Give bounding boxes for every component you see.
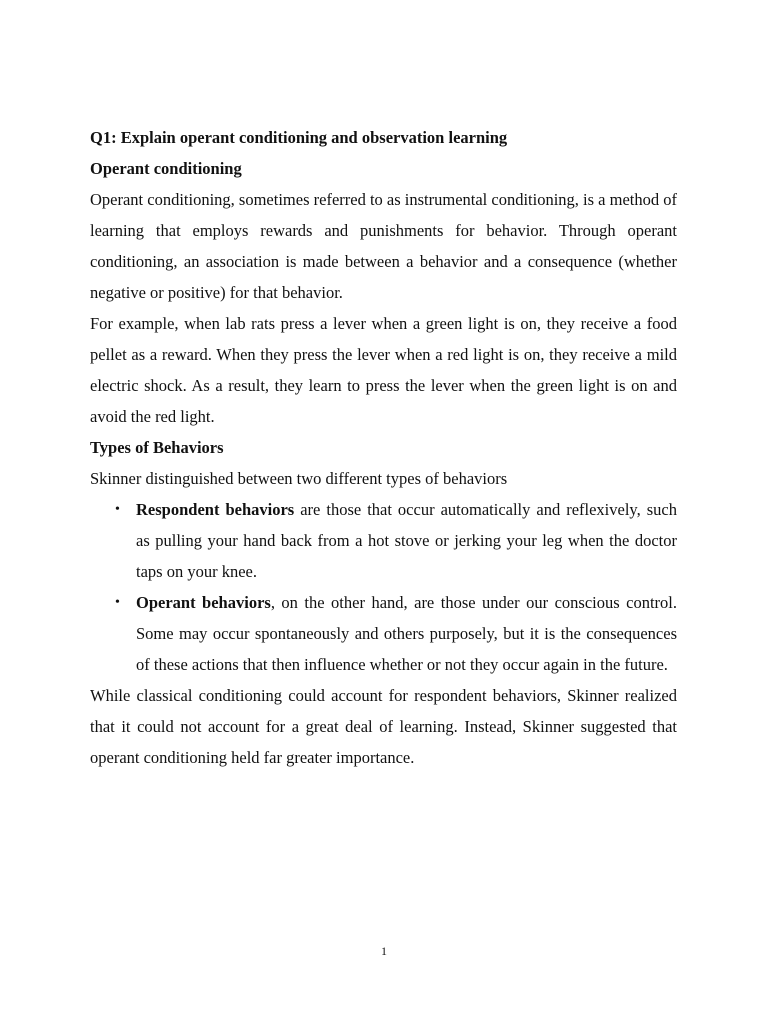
list-item-operant-behaviors <box>115 587 677 680</box>
description-respondent-behaviors: are those that occur automatically and reflexively, such as pulling your hand back from a hot stove or jerking your leg when the doctor taps on your knee. <box>136 500 677 581</box>
section-heading-operant-conditioning: Operant conditioning <box>90 159 242 178</box>
list-item-respondent-behaviors <box>115 494 677 587</box>
paragraph-conclusion: While classical conditioning could account for respondent behaviors, Skinner realized that it could not account for a great deal of learning. Instead, Skinner suggested that operant conditioning held far greater importance. <box>90 686 677 767</box>
page-number: 1 <box>381 944 387 958</box>
paragraph-definition: Operant conditioning, sometimes referred to as instrumental conditioning, is a method of learning that employs rewards and punishments for behavior. Through operant conditioning, an association is made between a behavior and a consequence (whether negative or positive) for that behavior. <box>90 190 677 302</box>
paragraph-example: For example, when lab rats press a lever when a green light is on, they receive a food pellet as a reward. When they press the lever when a red light is on, they receive a mild electric shock. As a result, they learn to press the lever when the green light is on and avoid the red light. <box>90 314 677 426</box>
bullet-marker: • <box>115 502 120 517</box>
term-respondent-behaviors: Respondent behaviors <box>136 500 295 519</box>
document-body <box>90 122 677 773</box>
paragraph-types-intro: Skinner distinguished between two different types of behaviors <box>90 469 508 488</box>
section-heading-types-of-behaviors: Types of Behaviors <box>90 438 224 457</box>
description-operant-behaviors: , on the other hand, are those under our conscious control. Some may occur spontaneously and others purposely, but it is the consequences of these actions that then influence whether or not they occur again in the future. <box>136 593 677 674</box>
bullet-marker: • <box>115 595 120 610</box>
behavior-types-list <box>90 494 677 680</box>
term-operant-behaviors: Operant behaviors <box>136 593 271 612</box>
question-heading: Q1: Explain operant conditioning and observation learning <box>90 128 508 147</box>
